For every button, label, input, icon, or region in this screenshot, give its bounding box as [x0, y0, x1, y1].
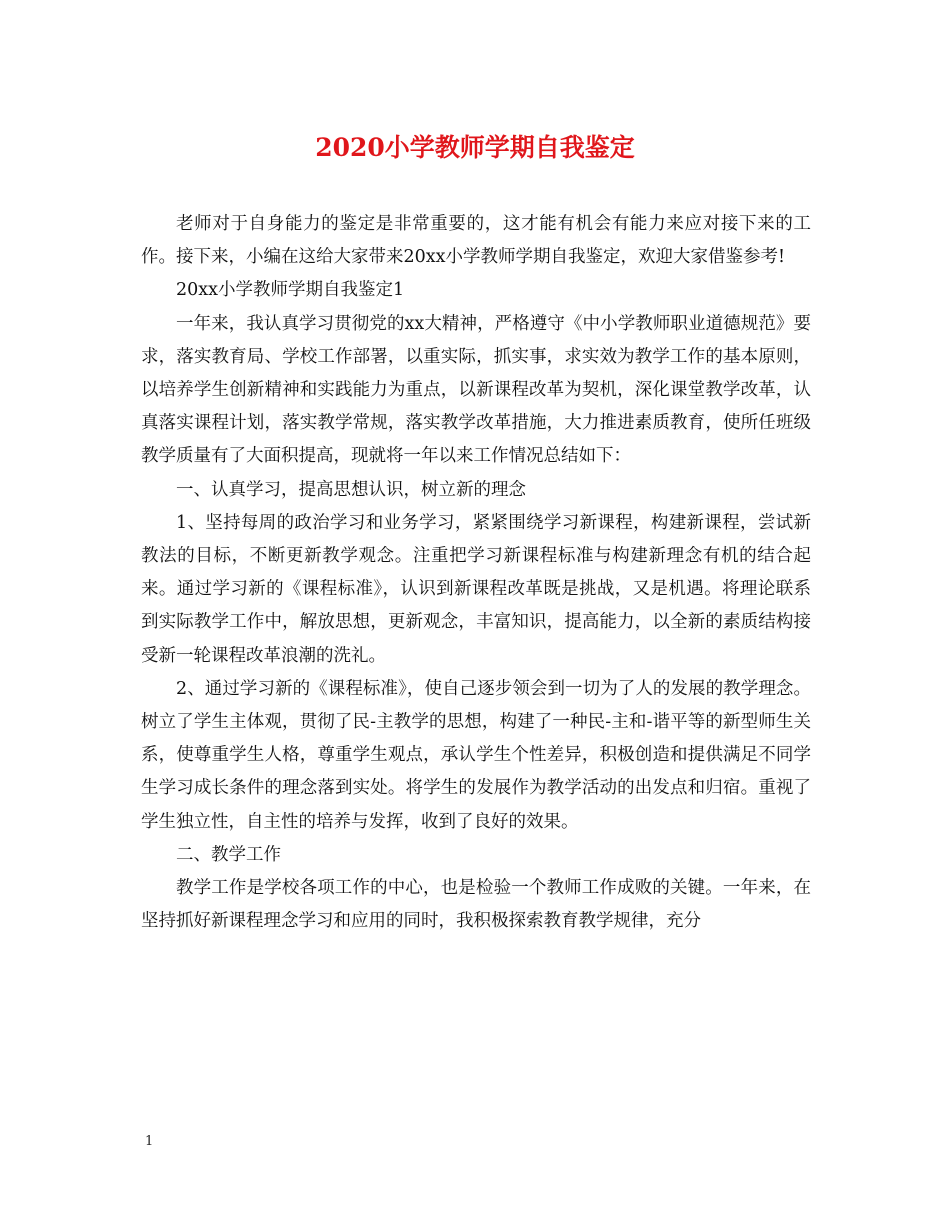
paragraph-subtitle: 20xx小学教师学期自我鉴定1	[176, 280, 405, 301]
paragraph-teaching: 教学工作是学校各项工作的中心，也是检验一个教师工作成败的关键。一年来，在坚持抓好新课程理念学习和应用的同时，我积极探索教育教学规律，充分	[141, 878, 811, 932]
document-body	[141, 208, 811, 938]
document-title: 2020小学教师学期自我鉴定	[315, 133, 635, 162]
page-number: 1	[145, 1134, 154, 1149]
paragraph-point-1: 1、坚持每周的政治学习和业务学习，紧紧围绕学习新课程，构建新课程，尝试新教法的目标，不断更新教学观念。注重把学习新课程标准与构建新理念有机的结合起来。通过学习新的《课程标准》，认识到新课程改革既是挑战，又是机遇。将理论联系到实际教学工作中，解放思想，更新观念，丰富知识，提高能力，以全新的素质结构接受新一轮课程改革浪潮的洗礼。	[141, 512, 811, 666]
section-heading-1: 一、认真学习，提高思想认识，树立新的理念	[176, 479, 526, 500]
paragraph-point-2: 2、通过学习新的《课程标准》，使自己逐步领会到一切为了人的发展的教学理念。树立了学生主体观，贯彻了民-主教学的思想，构建了一种民-主和-谐平等的新型师生关系，使尊重学生人格，尊重学生观点，承认学生个性差异，积极创造和提供满足不同学生学习成长条件的理念落到实处。将学生的发展作为教学活动的出发点和归宿。重视了学生独立性，自主性的培养与发挥，收到了良好的效果。	[141, 678, 811, 832]
section-heading-2: 二、教学工作	[176, 844, 281, 865]
paragraph-summary: 一年来，我认真学习贯彻党的xx大精神，严格遵守《中小学教师职业道德规范》要求，落实教育局、学校工作部署，以重实际，抓实事，求实效为教学工作的基本原则，以培养学生创新精神和实践能力为重点，以新课程改革为契机，深化课堂教学改革，认真落实课程计划，落实教学常规，落实教学改革措施，大力推进素质教育，使所任班级教学质量有了大面积提高，现就将一年以来工作情况总结如下：	[141, 313, 811, 467]
paragraph-intro: 老师对于自身能力的鉴定是非常重要的，这才能有机会有能力来应对接下来的工作。接下来，小编在这给大家带来20xx小学教师学期自我鉴定，欢迎大家借鉴参考!	[141, 214, 811, 268]
